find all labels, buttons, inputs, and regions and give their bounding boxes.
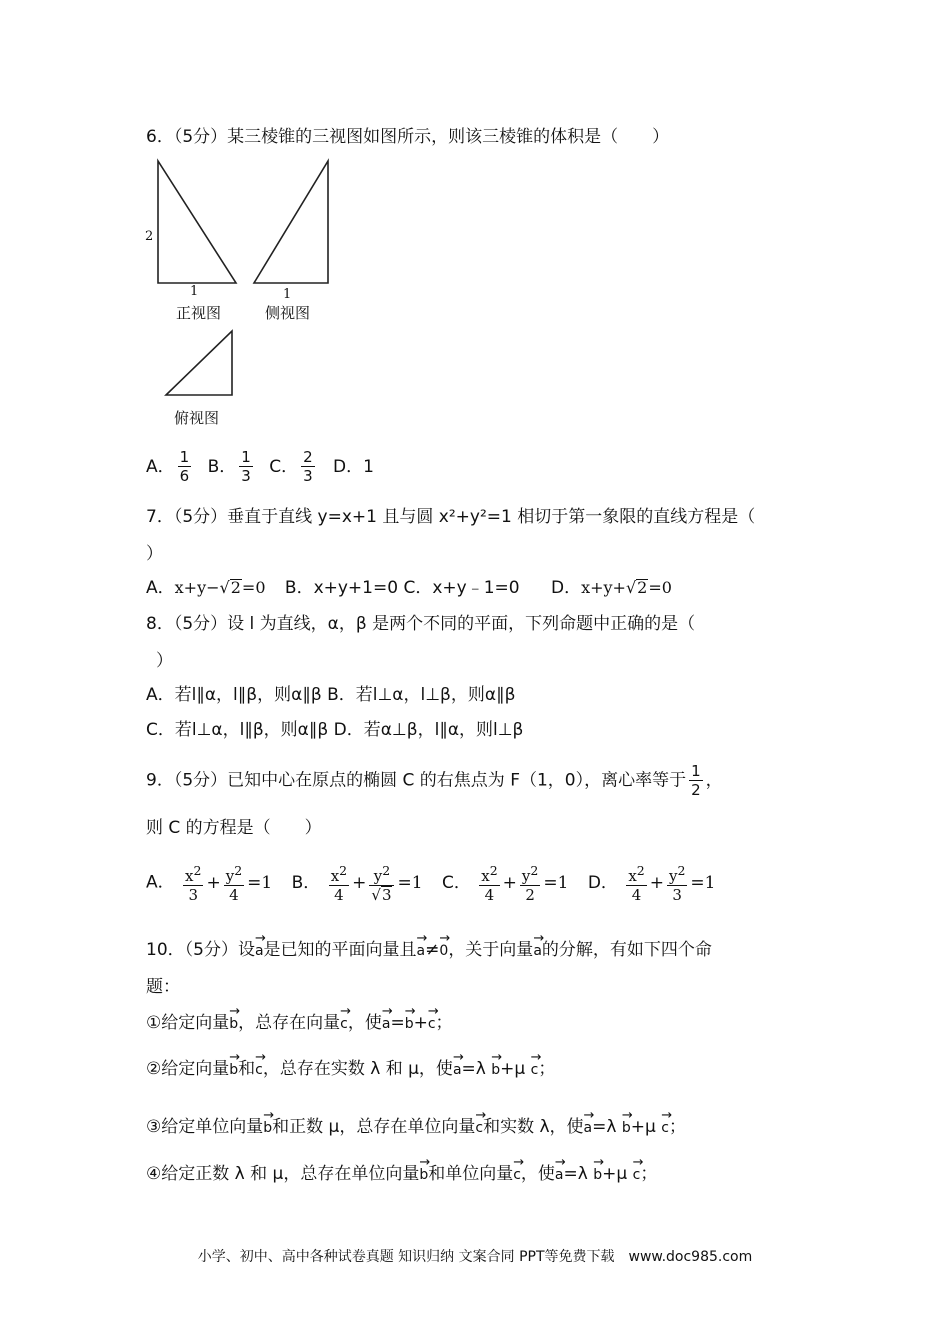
q6-option-b: B． $\frac{1}{3}$: [207, 448, 251, 485]
three-view-figure: [140, 155, 340, 425]
q7-option-bc: B．x+y+1=0 C．x+y﹣1=0: [284, 578, 520, 598]
q6-options: [146, 448, 374, 485]
front-view-label: 正视图: [176, 304, 222, 322]
q6-stem: 6．（5分）某三棱锥的三视图如图所示，则该三棱锥的体积是（ ）: [146, 127, 670, 147]
q8-stem-line1: 8．（5分）设 l 为直线，α，β 是两个不同的平面，下列命题中正确的是（: [146, 614, 696, 634]
q9-stem-line2: 则 C 的方程是（ ）: [146, 818, 322, 838]
page-footer: 小学、初中、高中各种试卷真题 知识归纳 文案合同 PPT等免费下载 www.doc985.com: [197, 1249, 753, 1265]
q8-options-ab: A．若l∥α，l∥β，则α∥β B．若l⊥α，l⊥β，则α∥β: [146, 685, 516, 705]
q7-stem-line1: 7．（5分）垂直于直线 y=x+1 且与圆 x²+y²=1 相切于第一象限的直线方程是（: [146, 507, 756, 527]
q10-proposition-4: ④给定正数 λ 和 μ，总存在单位向量→ b和单位向量→ c，使→ a=λ → b+μ → c；: [146, 1164, 657, 1184]
q6-option-c: C． $\frac{2}{3}$: [269, 448, 313, 485]
q6-option-a: A． $\frac{1}{6}$: [146, 448, 190, 485]
q7-options: [146, 578, 672, 598]
q8-stem-line2: ）: [156, 651, 173, 671]
side-width-label: 1: [283, 287, 292, 302]
q9-option-c: C． $\frac{x^2}{4}$ + $\frac{y^2}{2}$ =1: [441, 863, 569, 904]
q9-option-a: A． $\frac{x^2}{3}$ + $\frac{y^2}{4}$ =1: [146, 863, 273, 904]
q9-option-d: D． $\frac{x^2}{4}$ + $\frac{y^2}{3}$ =1: [587, 863, 716, 904]
q7-option-a: A．x+y−√2=0: [146, 578, 266, 598]
q9-option-b: B． $\frac{x^2}{4}$ + $\frac{y^2}{√3}$ =1: [291, 863, 423, 904]
q10-stem-line2: 题：: [146, 977, 180, 997]
front-view-triangle: [158, 161, 236, 283]
q7-option-d: D．x+y+√2=0: [550, 578, 672, 598]
front-height-label: 2: [145, 229, 154, 244]
q10-stem-line1: 10．（5分）设→ a是已知的平面向量且→ a≠→ 0，关于向量→ a的分解，有如下四个命: [146, 940, 712, 960]
q9-options: [146, 862, 715, 904]
q10-proposition-1: ①给定向量→ b，总存在向量→ c，使→ a=→ b+→ c；: [146, 1013, 453, 1033]
side-view-triangle: [254, 161, 328, 283]
front-width-label: 1: [190, 284, 199, 299]
top-view-label: 俯视图: [174, 409, 220, 427]
q6-option-d: D．1: [333, 456, 374, 477]
q10-proposition-2: ②给定向量→ b和→ c，总存在实数 λ 和 μ，使→ a=λ → b+μ → c；: [146, 1059, 555, 1079]
side-view-label: 侧视图: [265, 304, 311, 322]
q10-proposition-3: ③给定单位向量→ b和正数 μ，总存在单位向量→ c和实数 λ，使→ a=λ → b+μ → c；: [146, 1117, 686, 1137]
q9-stem-line1: 9．（5分）已知中心在原点的椭圆 C 的右焦点为 F（1，0），离心率等于 $\frac{1}{2}$ ，: [146, 762, 723, 799]
q7-stem-line2: ）: [146, 544, 163, 564]
q8-options-cd: C．若l⊥α，l∥β，则α∥β D．若α⊥β，l∥α，则l⊥β: [146, 720, 524, 740]
top-view-triangle: [166, 331, 232, 395]
